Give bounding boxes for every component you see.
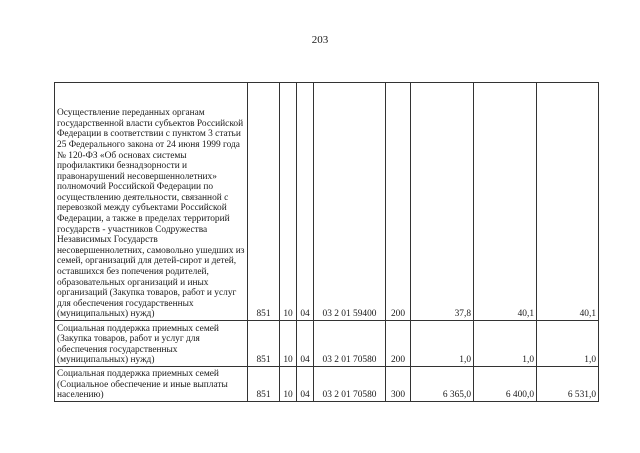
subsection-code: 04 — [297, 367, 314, 402]
table-row — [55, 321, 599, 367]
amount-year-1: 37,8 — [411, 83, 474, 321]
expense-type: 200 — [386, 83, 411, 321]
budget-table — [54, 82, 599, 402]
page-number: 203 — [311, 34, 329, 46]
target-article: 03 2 01 59400 — [314, 83, 386, 321]
table-row — [55, 367, 599, 402]
subsection-code: 04 — [297, 83, 314, 321]
amount-year-3: 6 531,0 — [537, 367, 599, 402]
amount-year-2: 40,1 — [474, 83, 537, 321]
amount-year-3: 1,0 — [537, 321, 599, 367]
ministry-code: 851 — [248, 321, 280, 367]
amount-year-2: 6 400,0 — [474, 367, 537, 402]
section-code: 10 — [280, 321, 297, 367]
section-code: 10 — [280, 367, 297, 402]
target-article: 03 2 01 70580 — [314, 321, 386, 367]
ministry-code: 851 — [248, 367, 280, 402]
amount-year-1: 6 365,0 — [411, 367, 474, 402]
amount-year-2: 1,0 — [474, 321, 537, 367]
expense-type: 200 — [386, 321, 411, 367]
amount-year-3: 40,1 — [537, 83, 599, 321]
row-description: Социальная поддержка приемных семей (Закупка товаров, работ и услуг для обеспечения государственных (муниципальных) нужд) — [55, 321, 248, 367]
row-description: Социальная поддержка приемных семей (Социальное обеспечение и иные выплаты населению) — [55, 367, 248, 402]
table-row — [55, 83, 599, 321]
amount-year-1: 1,0 — [411, 321, 474, 367]
section-code: 10 — [280, 83, 297, 321]
row-description: Осуществление переданных органам государственной власти субъектов Российской Федерации в соответствии с пунктом 3 статьи 25 Федерального закона от 24 июня 1999 года № 120-ФЗ «Об основах системы профилактики безнадзорности и правонарушений несовершеннолетних» полномочий Российской Федерации по осуществлению деятельности, связанной с перевозкой между субъектами Российской Федерации, а также в пределах территорий государств - участников Содружества Независимых Государств несовершеннолетних, самовольно ушедших из семей, организаций для детей-сирот и детей, оставшихся без попечения родителей, образовательных организаций и иных организаций (Закупка товаров, работ и услуг для обеспечения государственных (муниципальных) нужд) — [55, 83, 248, 321]
expense-type: 300 — [386, 367, 411, 402]
subsection-code: 04 — [297, 321, 314, 367]
ministry-code: 851 — [248, 83, 280, 321]
target-article: 03 2 01 70580 — [314, 367, 386, 402]
